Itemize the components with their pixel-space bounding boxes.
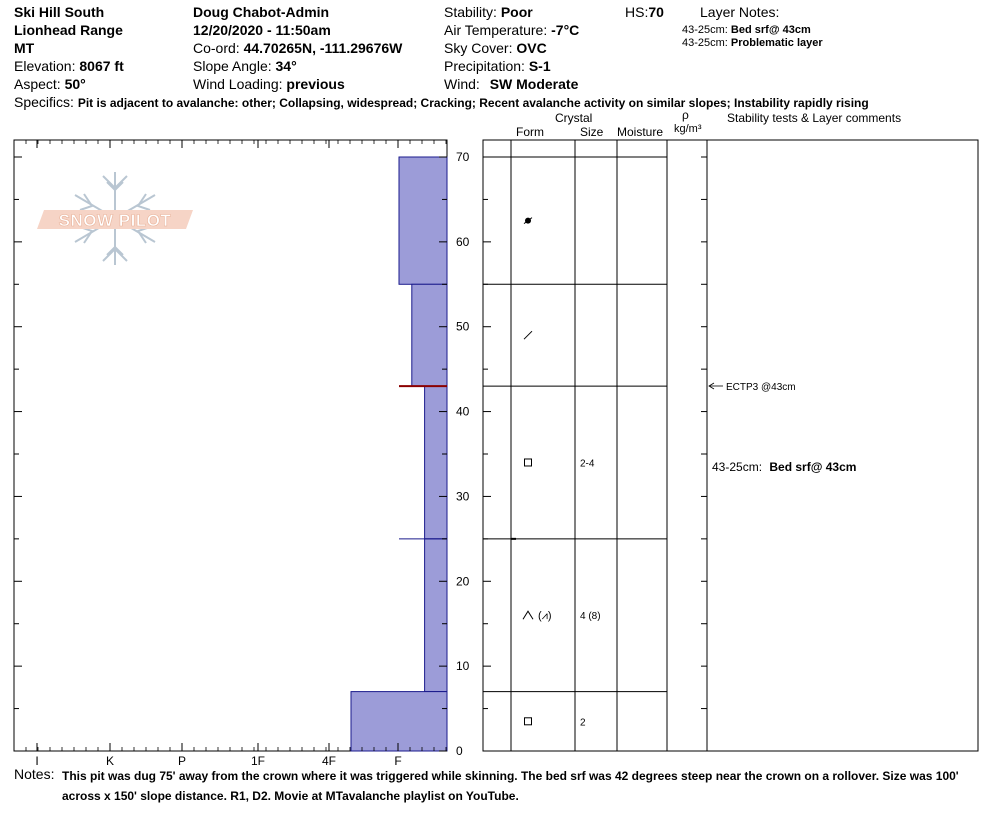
depth-tick-label: 10 — [456, 659, 470, 674]
aspect-value: 50° — [64, 76, 86, 92]
density-symbol: ρ — [682, 108, 689, 122]
precip-value: S-1 — [528, 58, 551, 74]
faceted-crystal-icon — [525, 459, 532, 466]
layer-comment-range: 43-25cm: — [712, 460, 763, 474]
hardness-bar — [425, 539, 447, 692]
hs-value: 70 — [648, 4, 664, 20]
hardness-tick-label: K — [105, 754, 115, 768]
hardness-tick-label: 4F — [321, 754, 337, 768]
layer-notes-title: Layer Notes: — [700, 4, 780, 20]
layer-note-range: 43-25cm: — [682, 37, 728, 49]
coord-value: 44.70265N, -111.29676W — [243, 40, 403, 56]
specifics-label: Specifics: — [14, 94, 74, 110]
size-header: Size — [580, 125, 604, 139]
precip-label: Precipitation: — [444, 58, 525, 74]
comments-header: Stability tests & Layer comments — [727, 111, 902, 125]
faceted-crystal-icon — [525, 718, 532, 725]
observer-name: Doug Chabot-Admin — [193, 4, 330, 20]
notes-text: This pit was dug 75' away from the crown where it was triggered while skinning. The bed srf was 42 degrees steep near the crown on a rollover. Size was 100' across x 150' slope distance. R1, D2. Movie at MTavalanche playlist on YouTube. — [62, 769, 959, 803]
observation-datetime: 12/20/2020 - 11:50am — [193, 22, 331, 38]
notes-label: Notes: — [14, 766, 55, 782]
specifics-value: Pit is adjacent to avalanche: other; Collapsing, widespread; Cracking; Recent avalanche activity on similar slopes; Instability rapidly rising — [77, 96, 869, 110]
layer-note-text: Bed srf@ 43cm — [730, 24, 811, 36]
crystal-size-label: 4 (8) — [580, 611, 601, 623]
snowpilot-logo — [37, 172, 193, 265]
hardness-bar — [399, 157, 447, 284]
form-header: Form — [516, 125, 544, 139]
depth-tick-label: 30 — [456, 489, 470, 504]
sky-value: OVC — [516, 40, 547, 56]
hardness-chart-frame — [14, 140, 447, 751]
decomposing-fragment-icon — [524, 331, 532, 339]
depth-tick-label: 20 — [456, 574, 470, 589]
hardness-tick-label: P — [177, 754, 187, 768]
wind-loading-label: Wind Loading: — [193, 76, 283, 92]
hardness-tick-label: 1F — [250, 754, 266, 768]
depth-tick-label: 50 — [456, 319, 470, 334]
density-unit: kg/m³ — [674, 123, 702, 135]
sky-label: Sky Cover: — [444, 40, 513, 56]
hs-label: HS: — [625, 4, 649, 20]
crystal-size-label: 2-4 — [580, 458, 595, 470]
slope-label: Slope Angle: — [193, 58, 272, 74]
state-name: MT — [14, 40, 35, 56]
wind-value: SW Moderate — [489, 76, 579, 92]
moisture-header: Moisture — [617, 125, 664, 139]
location-name: Ski Hill South — [14, 4, 105, 20]
secondary-form-label: (⩘) — [538, 610, 552, 623]
depth-tick-label: 40 — [456, 404, 470, 419]
elevation-value: 8067 ft — [79, 58, 124, 74]
range-name: Lionhead Range — [14, 22, 123, 38]
air-temp-label: Air Temperature: — [444, 22, 548, 38]
stability-test-marker — [709, 382, 796, 393]
depth-hoar-icon — [523, 611, 533, 619]
wind-label: Wind: — [444, 76, 480, 92]
logo-text: SNOW PILOT — [58, 211, 172, 230]
depth-tick-label: 70 — [456, 150, 470, 164]
crystal-size-label: 2 — [580, 717, 586, 729]
layer-note-text: Problematic layer — [730, 37, 823, 49]
layer-comment-text: Bed srf@ 43cm — [769, 460, 857, 474]
hardness-bar — [412, 284, 447, 386]
slope-value: 34° — [275, 58, 297, 74]
air-temp-value: -7°C — [551, 22, 580, 38]
hardness-bar — [425, 386, 447, 539]
layer-comment — [712, 460, 856, 474]
stability-value: Poor — [500, 4, 533, 20]
depth-tick-label: 0 — [456, 744, 463, 758]
stability-test-label: ECTP3 @43cm — [726, 382, 796, 393]
coord-label: Co-ord: — [193, 40, 240, 56]
hardness-bar — [351, 692, 447, 751]
hardness-tick-label: I — [35, 754, 39, 768]
layer-table-frame — [483, 140, 978, 751]
aspect-label: Aspect: — [14, 76, 61, 92]
layer-note-range: 43-25cm: — [682, 24, 728, 36]
crystal-header: Crystal — [555, 111, 593, 125]
stability-label: Stability: — [444, 4, 497, 20]
hardness-tick-label: F — [394, 754, 402, 768]
elevation-label: Elevation: — [14, 58, 76, 74]
wind-loading-value: previous — [286, 76, 345, 92]
depth-tick-label: 60 — [456, 234, 470, 249]
